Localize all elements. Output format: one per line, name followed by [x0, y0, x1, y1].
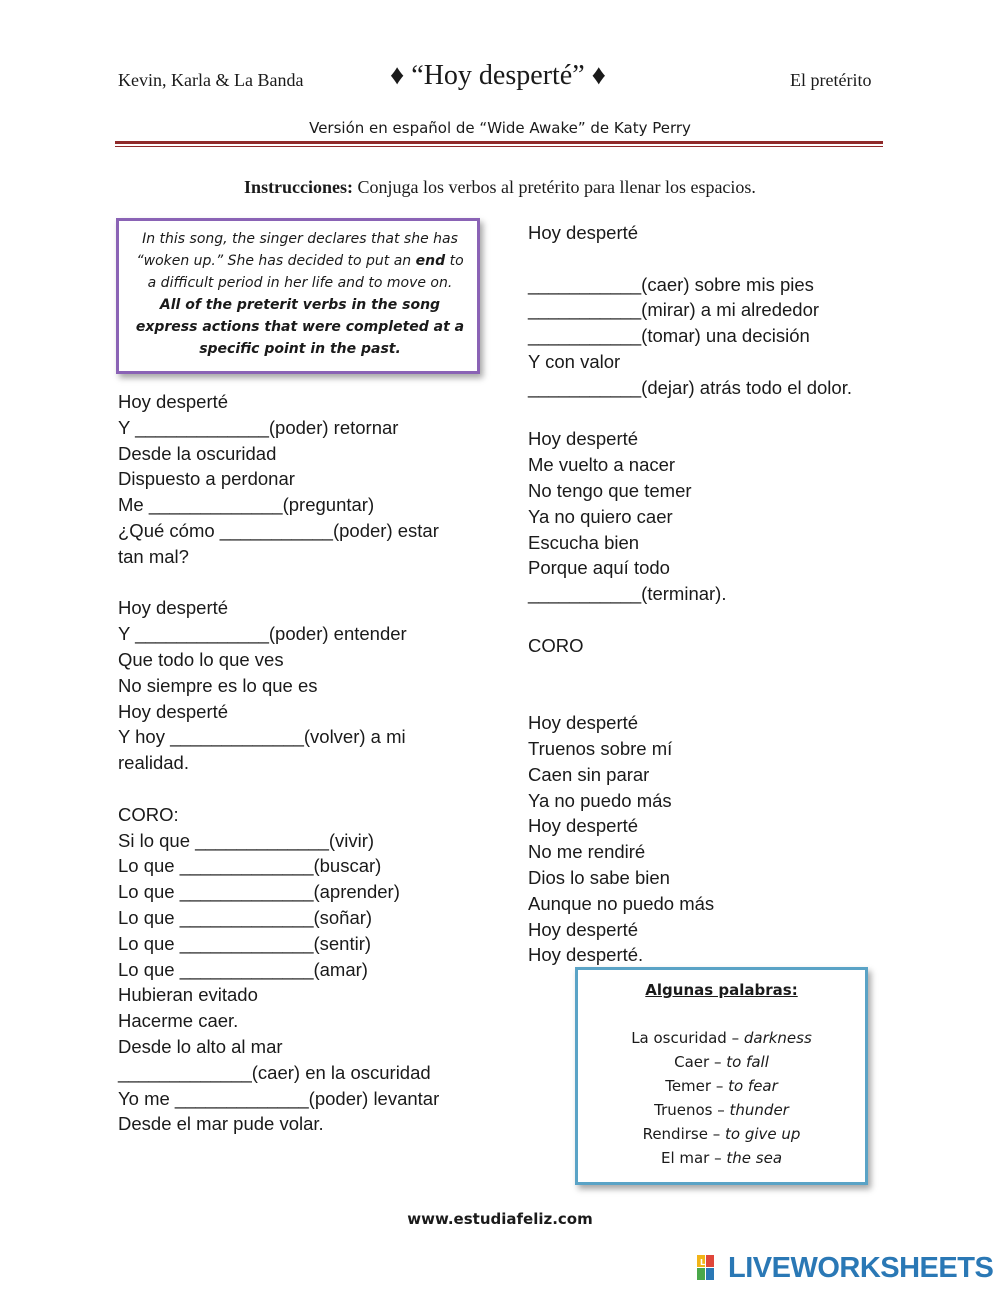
right-line: Porque aquí todo [528, 557, 670, 579]
liveworksheets-logo-icon [697, 1255, 725, 1281]
right-line: Truenos sobre mí [528, 737, 673, 759]
left-line[interactable]: Lo que _____________(amar) [118, 958, 368, 980]
right-line [528, 246, 852, 272]
right-line: Hoy desperté [528, 712, 639, 734]
left-line[interactable]: ¿Qué cómo ___________(poder) estar [118, 519, 439, 541]
right-line [528, 684, 852, 710]
right-line: Y con valor [528, 350, 621, 372]
right-line: Me vuelto a nacer [528, 454, 676, 476]
right-line[interactable]: ___________(mirar) a mi alrededor [528, 299, 820, 321]
left-line[interactable]: Lo que _____________(soñar) [118, 906, 373, 928]
svg-text:L: L [700, 1258, 706, 1267]
vocab-item [578, 1098, 865, 1122]
left-line [118, 776, 439, 802]
right-line: No me rendiré [528, 841, 646, 863]
right-line[interactable]: ___________(dejar) atrás todo el dolor. [528, 376, 852, 398]
liveworksheets-logo-text: LIVEWORKSHEETS [728, 1252, 994, 1284]
right-line: No tengo que temer [528, 479, 692, 501]
note-text-1: In this song, the singer declares that she has “woken up.” She has decided to put an [136, 231, 458, 269]
left-line: CORO: [118, 803, 179, 825]
left-line [118, 570, 439, 596]
left-line: Hubieran evitado [118, 984, 258, 1006]
header-divider-thin [115, 146, 883, 147]
note-text-bold: All of the preterit verbs in the song express actions that were completed at a specific point in the past. [135, 297, 465, 357]
left-line: Hoy desperté [118, 597, 229, 619]
vocab-spanish: La oscuridad – [631, 1029, 744, 1047]
left-line: Hoy desperté [118, 391, 229, 412]
page-title: ♦ “Hoy desperté” ♦ [390, 60, 606, 91]
left-line: No siempre es lo que es [118, 674, 318, 696]
vocab-spanish: El mar – [660, 1149, 727, 1167]
right-line: Hoy desperté. [528, 944, 644, 966]
footer-url[interactable]: www.estudiafeliz.com [407, 1210, 593, 1228]
right-line: Ya no puedo más [528, 789, 672, 811]
left-line: Desde el mar pude volar. [118, 1113, 324, 1135]
lyrics-left-column [118, 389, 439, 1137]
left-line: Hoy desperté [118, 700, 229, 722]
right-line: Hoy desperté [528, 222, 639, 243]
vocab-english: thunder [729, 1101, 789, 1119]
right-line[interactable]: ___________(caer) sobre mis pies [528, 273, 814, 295]
instructions [0, 177, 1000, 198]
left-line: Desde lo alto al mar [118, 1035, 283, 1057]
header-divider [115, 141, 883, 144]
note-emphasis: end [415, 253, 446, 269]
note-text [130, 228, 470, 360]
left-line[interactable]: Si lo que _____________(vivir) [118, 829, 375, 851]
right-line: CORO [528, 634, 584, 656]
right-line: Escucha bien [528, 531, 640, 553]
left-line: realidad. [118, 752, 189, 774]
left-line[interactable]: Y _____________(poder) entender [118, 623, 407, 645]
vocab-english: the sea [726, 1149, 783, 1167]
note-text-2: to a difficult period in her life and to move on. [147, 253, 464, 291]
vocab-spanish: Rendirse – [642, 1125, 725, 1143]
right-line [528, 659, 852, 685]
vocab-english: to fall [726, 1053, 769, 1071]
subtitle: Versión en español de “Wide Awake” de Katy Perry [309, 119, 691, 137]
vocab-item [578, 1146, 865, 1170]
vocab-item [578, 1074, 865, 1098]
left-line: Hacerme caer. [118, 1010, 239, 1032]
vocab-spanish: Caer – [674, 1053, 727, 1071]
left-line: Que todo lo que ves [118, 648, 284, 670]
right-line[interactable]: ___________(tomar) una decisión [528, 325, 810, 347]
right-line: Dios lo sabe bien [528, 866, 670, 888]
vocab-english: to fear [728, 1077, 778, 1095]
right-line: Ya no quiero caer [528, 505, 673, 527]
left-line[interactable]: Lo que _____________(buscar) [118, 855, 382, 877]
header-topic: El pretérito [790, 70, 872, 90]
right-line [528, 607, 852, 633]
right-line: Hoy desperté [528, 815, 639, 837]
left-line[interactable]: Lo que _____________(aprender) [118, 881, 400, 903]
left-line: Desde la oscuridad [118, 442, 277, 464]
right-line [528, 401, 852, 427]
vocab-english: to give up [725, 1125, 801, 1143]
right-line: Hoy desperté [528, 428, 639, 450]
vocab-english: darkness [743, 1029, 812, 1047]
vocab-item [578, 1050, 865, 1074]
instructions-label: Instrucciones: [244, 177, 354, 197]
header-author: Kevin, Karla & La Banda [118, 70, 304, 90]
vocab-list [578, 978, 865, 1170]
left-line[interactable]: Me _____________(preguntar) [118, 494, 375, 516]
left-line[interactable]: Yo me _____________(poder) levantar [118, 1087, 440, 1109]
left-line[interactable]: Lo que _____________(sentir) [118, 932, 372, 954]
left-line: Dispuesto a perdonar [118, 468, 295, 490]
left-line[interactable]: Y hoy _____________(volver) a mi [118, 726, 406, 748]
lyrics-right-column [528, 220, 852, 968]
left-line[interactable]: _____________(caer) en la oscuridad [118, 1061, 431, 1083]
right-line: Caen sin parar [528, 763, 650, 785]
right-line[interactable]: ___________(terminar). [528, 583, 727, 605]
right-line: Hoy desperté [528, 918, 639, 940]
vocab-spanish: Temer – [665, 1077, 729, 1095]
vocab-item [578, 1122, 865, 1146]
left-line: tan mal? [118, 545, 189, 567]
vocab-item [578, 1026, 865, 1050]
vocab-title: Algunas palabras: [645, 981, 798, 999]
left-line[interactable]: Y _____________(poder) retornar [118, 416, 399, 438]
right-line: Aunque no puedo más [528, 892, 715, 914]
instructions-text: Conjuga los verbos al pretérito para llenar los espacios. [353, 177, 756, 197]
vocab-spanish: Truenos – [654, 1101, 730, 1119]
